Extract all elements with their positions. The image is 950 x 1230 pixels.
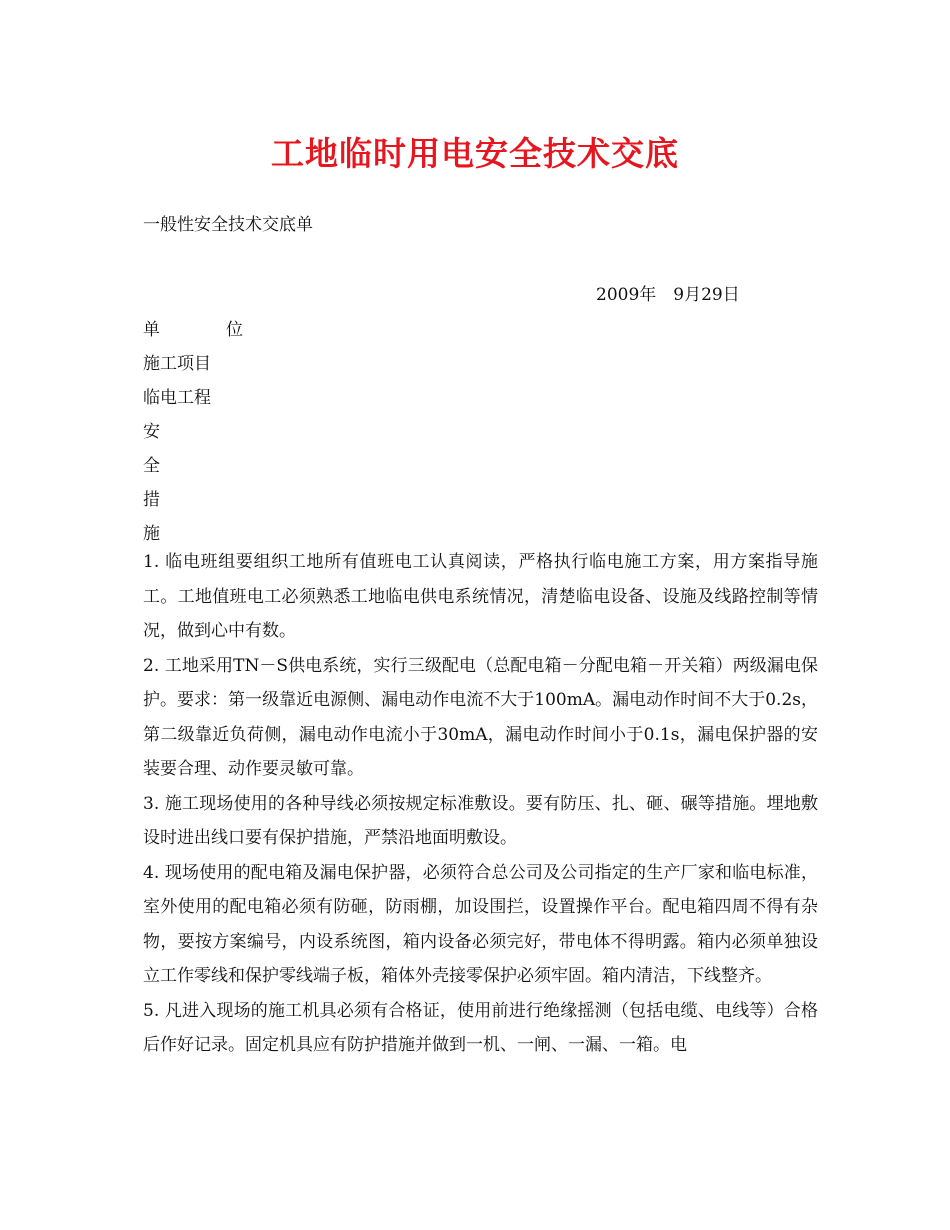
unit-label [143, 313, 243, 347]
unit-label-char: 位 [226, 320, 243, 340]
document-date: 2009年 9月29日 [596, 285, 740, 305]
document-title: 工地临时用电安全技术交底 [271, 134, 679, 173]
measure-paragraph: 5. 凡进入现场的施工机具必须有合格证，使用前进行绝缘摇测（包括电缆、电线等）合格后作好记录。固定机具应有防护措施并做到一机、一闸、一漏、一箱。电 [143, 1000, 818, 1055]
project-label: 施工项目 [143, 354, 211, 374]
measures-label-char: 施 [143, 524, 160, 544]
form-fields [143, 313, 243, 551]
measures-body [143, 545, 818, 1063]
measures-label-char: 安 [143, 422, 160, 442]
project-value: 临电工程 [143, 388, 211, 408]
measures-label-char: 全 [143, 456, 160, 476]
measures-label-char: 措 [143, 490, 160, 510]
measure-paragraph: 4. 现场使用的配电箱及漏电保护器，必须符合总公司及公司指定的生产厂家和临电标准，室外使用的配电箱必须有防砸，防雨棚，加设围拦，设置操作平台。配电箱四周不得有杂物，要按方案编号，内设系统图，箱内设备必须完好，带电体不得明露。箱内必须单独设立工作零线和保护零线端子板，箱体外壳接零保护必须牢固。箱内清洁，下线整齐。 [143, 862, 818, 986]
measure-paragraph: 1. 临电班组要组织工地所有值班电工认真阅读，严格执行临电施工方案，用方案指导施工。工地值班电工必须熟悉工地临电供电系统情况，清楚临电设备、设施及线路控制等情况，做到心中有数。 [143, 552, 818, 641]
measure-paragraph: 2. 工地采用TN－S供电系统，实行三级配电（总配电箱－分配电箱－开关箱）两级漏电保护。要求：第一级靠近电源侧、漏电动作电流不大于100mA。漏电动作时间不大于0.2s，第二级靠近负荷侧，漏电动作电流小于30mA，漏电动作时间小于0.1s，漏电保护器的安装要合理、动作要灵敏可靠。 [143, 655, 818, 779]
document-subtitle: 一般性安全技术交底单 [143, 215, 313, 235]
measure-paragraph: 3. 施工现场使用的各种导线必须按规定标准敷设。要有防压、扎、砸、碾等措施。埋地敷设时进出线口要有保护措施，严禁沿地面明敷设。 [143, 793, 818, 848]
unit-label-char: 单 [143, 320, 160, 340]
